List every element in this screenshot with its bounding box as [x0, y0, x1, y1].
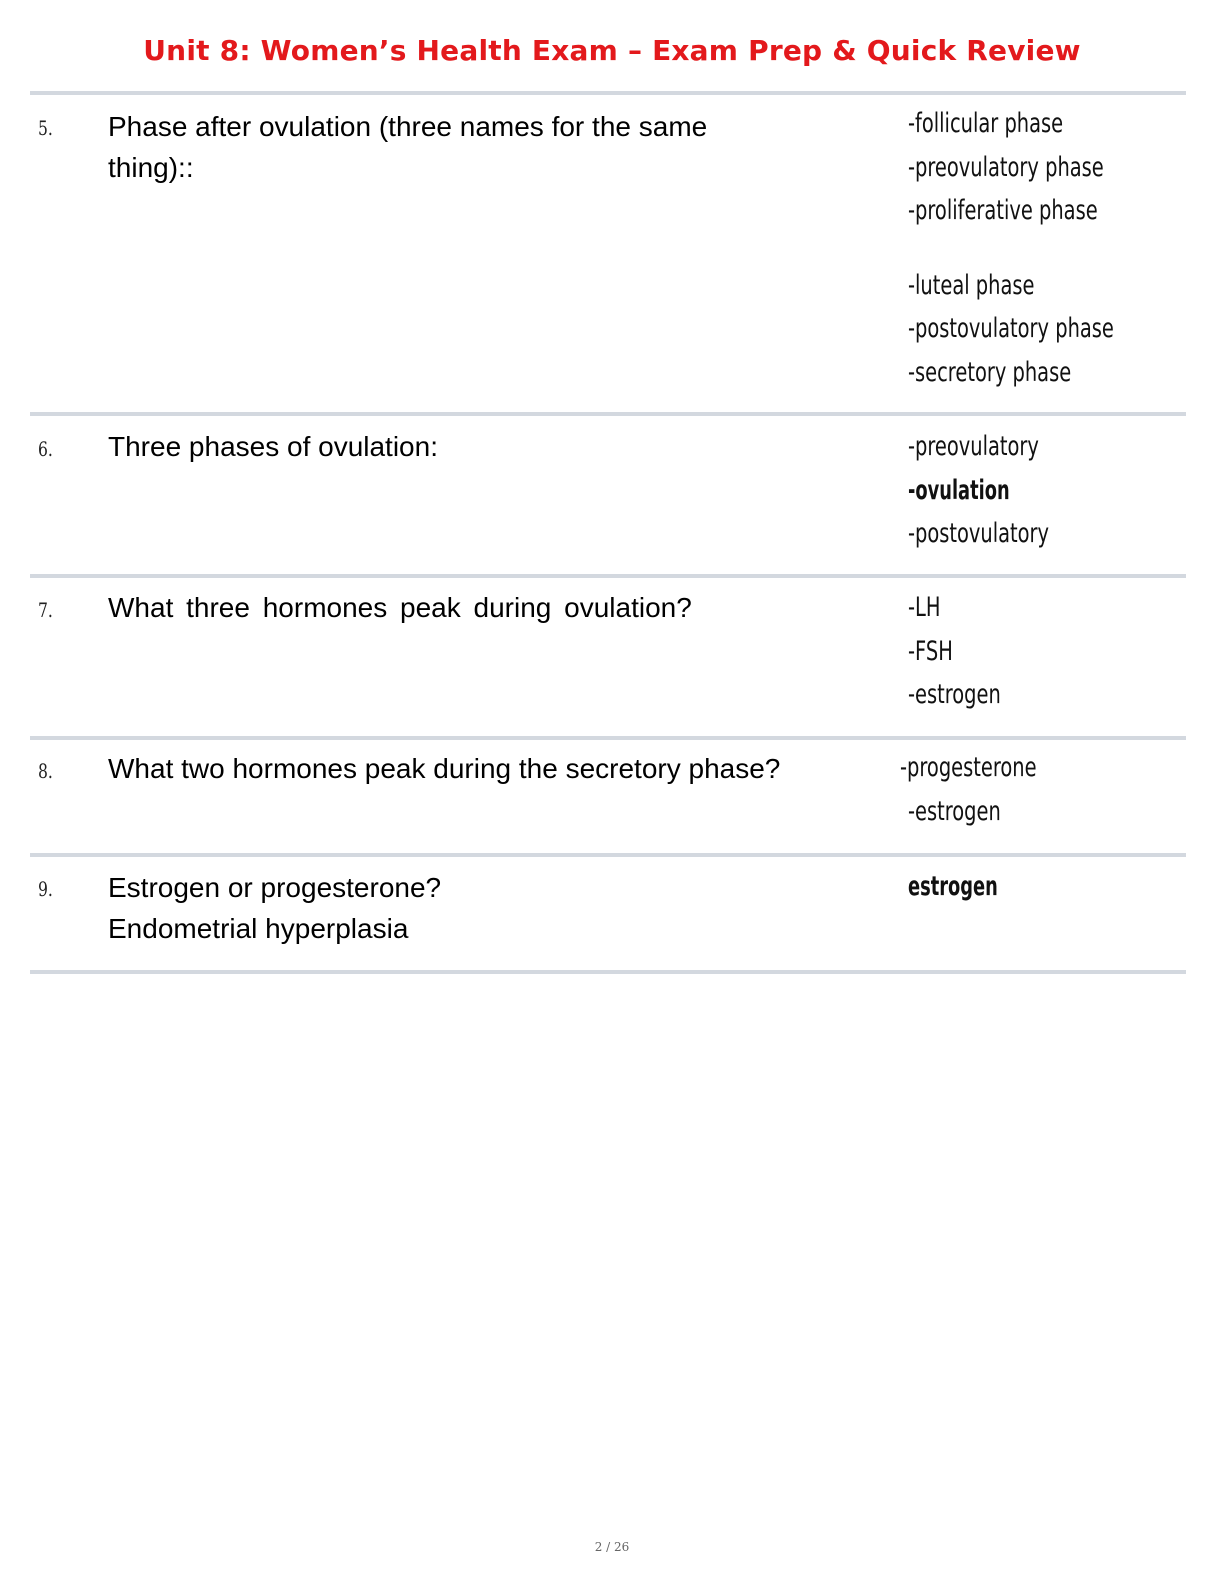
answer-item: -LH — [908, 592, 941, 623]
question-text — [108, 426, 438, 467]
answer-list — [908, 865, 1044, 909]
answer-item: -preovulatory — [908, 431, 1039, 462]
question-text — [108, 587, 692, 628]
answer-item: -FSH — [908, 635, 953, 667]
answer-item: -follicular phase — [908, 108, 1064, 139]
answer-item: -postovulatory phase — [908, 313, 1114, 344]
question-line: What two hormones peak during the secretory phase? — [108, 753, 781, 784]
question-line: Estrogen or progesterone? — [108, 872, 442, 903]
question-line: Endometrial hyperplasia — [108, 913, 409, 944]
question-text — [108, 748, 780, 789]
answer-item: -secretory phase — [908, 356, 1072, 388]
answer-item: -proliferative phase — [908, 195, 1098, 226]
divider — [30, 91, 1186, 95]
answer-list — [908, 586, 1037, 717]
page-title: Unit 8: Women’s Health Exam – Exam Prep & Quick Review — [143, 34, 1081, 67]
divider — [30, 970, 1186, 974]
answer-item: -postovulatory — [908, 518, 1050, 549]
question-number: 6. — [38, 437, 53, 461]
answer-list — [908, 102, 1194, 394]
question-line: thing):: — [108, 152, 194, 183]
divider — [30, 412, 1186, 416]
divider — [30, 574, 1186, 578]
page-indicator: 2 / 26 — [594, 1540, 630, 1554]
question-text — [108, 867, 441, 949]
answer-list — [900, 746, 1090, 833]
divider — [30, 736, 1186, 740]
answer-list — [908, 425, 1104, 556]
answer-item: -ovulation — [908, 474, 1010, 506]
question-line: What three hormones peak during ovulation? — [108, 592, 692, 623]
question-line: Three phases of ovulation: — [108, 431, 438, 462]
question-number: 9. — [38, 877, 53, 901]
answer-item: -luteal phase — [908, 269, 1035, 301]
answer-item: -estrogen — [908, 795, 1001, 827]
answer-item: -preovulatory phase — [908, 151, 1104, 183]
question-number: 8. — [38, 759, 53, 783]
question-line: Phase after ovulation (three names for the same — [108, 111, 708, 142]
question-number: 7. — [38, 598, 53, 622]
answer-item: estrogen — [908, 871, 998, 902]
answer-item: -estrogen — [908, 679, 1001, 710]
question-number: 5. — [38, 116, 53, 140]
question-text — [108, 106, 814, 188]
answer-item: -progesterone — [900, 752, 1037, 783]
divider — [30, 853, 1186, 857]
